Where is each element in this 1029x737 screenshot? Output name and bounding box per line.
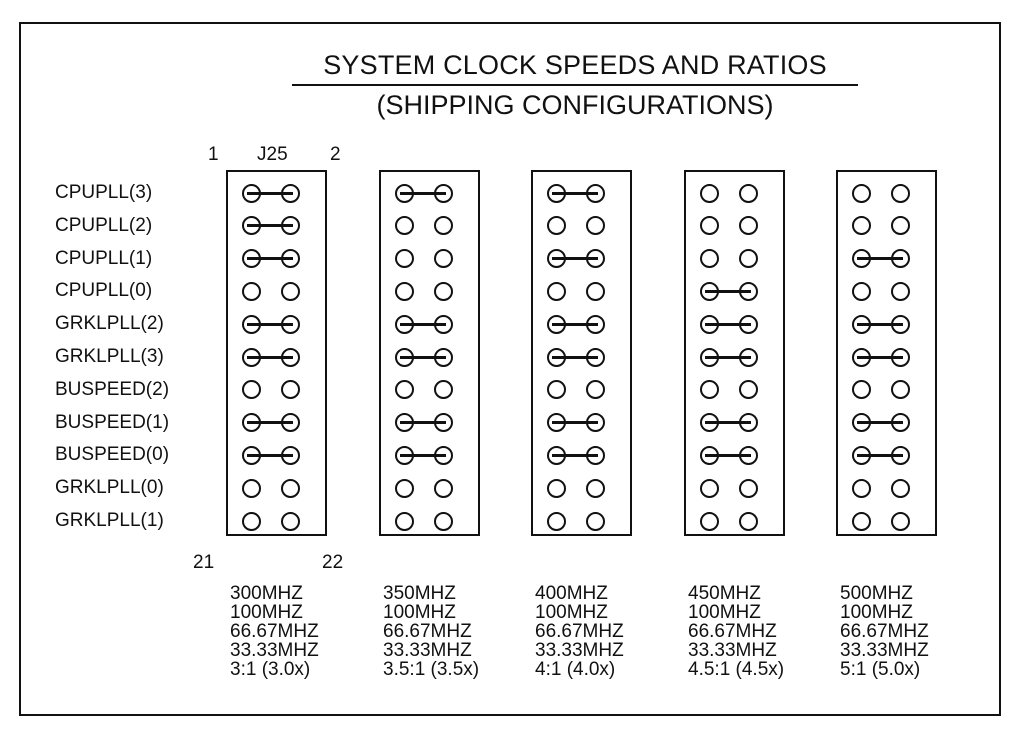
- jumper-bar: [552, 454, 598, 457]
- config-speeds: [383, 584, 479, 679]
- header-pin: [700, 249, 719, 268]
- config-speed-line: 4:1 (4.0x): [535, 659, 616, 680]
- jumper-bar: [400, 454, 446, 457]
- jumper-bar: [247, 192, 293, 195]
- jumper-bar: [247, 257, 293, 260]
- jumper-bar: [552, 257, 598, 260]
- jumper-bar: [247, 356, 293, 359]
- header-pin: [586, 282, 605, 301]
- config-speed-line: 66.67MHZ: [535, 621, 624, 642]
- config-speeds: [840, 584, 929, 679]
- title-underline: [292, 84, 858, 86]
- header-pin: [281, 282, 300, 301]
- jumper-bar: [705, 290, 751, 293]
- jumper-bar: [247, 224, 293, 227]
- config-speed-line: 500MHZ: [840, 583, 913, 604]
- header-pin: [852, 380, 871, 399]
- jumper-bar: [857, 454, 903, 457]
- config-speed-line: 66.67MHZ: [383, 621, 472, 642]
- header-pin: [281, 479, 300, 498]
- config-speed-line: 400MHZ: [535, 583, 608, 604]
- header-pin: [281, 512, 300, 531]
- header-pin: [586, 380, 605, 399]
- header-pin: [739, 216, 758, 235]
- header-pin: [242, 512, 261, 531]
- pin-2-label: 2: [330, 144, 341, 165]
- header-pin: [739, 249, 758, 268]
- row-label: CPUPLL(3): [55, 182, 153, 203]
- config-speed-line: 100MHZ: [688, 602, 761, 623]
- jumper-bar: [552, 356, 598, 359]
- jumper-bar: [857, 323, 903, 326]
- header-pin: [395, 282, 414, 301]
- header-pin: [242, 282, 261, 301]
- header-pin: [281, 380, 300, 399]
- header-pin: [586, 479, 605, 498]
- config-speed-line: 33.33MHZ: [840, 640, 929, 661]
- jumper-bar: [705, 454, 751, 457]
- config-speed-line: 300MHZ: [230, 583, 303, 604]
- header-pin: [852, 512, 871, 531]
- header-pin: [434, 512, 453, 531]
- header-pin: [852, 184, 871, 203]
- jumper-bar: [705, 323, 751, 326]
- header-pin: [395, 249, 414, 268]
- jumper-bar: [552, 323, 598, 326]
- config-speed-line: 4.5:1 (4.5x): [688, 659, 785, 680]
- config-speed-line: 66.67MHZ: [840, 621, 929, 642]
- pin-22-label: 22: [322, 552, 344, 573]
- jumper-bar: [705, 421, 751, 424]
- header-pin: [700, 380, 719, 399]
- header-pin: [891, 216, 910, 235]
- row-label: GRKLPLL(3): [55, 346, 164, 367]
- header-pin: [547, 380, 566, 399]
- header-pin: [434, 249, 453, 268]
- jumper-bar: [400, 323, 446, 326]
- header-pin: [395, 479, 414, 498]
- jumper-bar: [705, 356, 751, 359]
- jumper-bar: [400, 421, 446, 424]
- config-speed-line: 450MHZ: [688, 583, 761, 604]
- jumper-bar: [552, 421, 598, 424]
- header-pin: [739, 512, 758, 531]
- pin-1-label: 1: [208, 144, 219, 165]
- row-label: CPUPLL(1): [55, 247, 153, 269]
- header-pin: [852, 216, 871, 235]
- row-label: BUSPEED(0): [55, 444, 170, 466]
- jumper-bar: [247, 421, 293, 424]
- config-speeds: [688, 584, 784, 679]
- header-pin: [891, 380, 910, 399]
- pin-21-label: 21: [193, 552, 215, 573]
- header-pin: [739, 184, 758, 203]
- header-pin: [700, 479, 719, 498]
- config-speed-line: 33.33MHZ: [688, 640, 777, 661]
- header-pin: [891, 479, 910, 498]
- config-speed-line: 33.33MHZ: [230, 640, 319, 661]
- header-pin: [700, 216, 719, 235]
- row-label: GRKLPLL(0): [55, 477, 164, 499]
- diagram-title: SYSTEM CLOCK SPEEDS AND RATIOS: [323, 50, 827, 80]
- config-speed-line: 100MHZ: [840, 602, 913, 623]
- row-label: GRKLPLL(1): [55, 510, 164, 531]
- header-pin: [242, 479, 261, 498]
- jumper-bar: [857, 356, 903, 359]
- jumper-bar: [857, 421, 903, 424]
- header-pin: [700, 184, 719, 203]
- jumper-bar: [400, 192, 446, 195]
- header-pin: [434, 380, 453, 399]
- row-label: CPUPLL(0): [55, 280, 153, 302]
- header-pin: [739, 380, 758, 399]
- config-speed-line: 5:1 (5.0x): [840, 659, 921, 680]
- header-pin: [891, 282, 910, 301]
- config-speed-line: 3:1 (3.0x): [230, 659, 311, 680]
- header-pin: [242, 380, 261, 399]
- header-pin: [434, 216, 453, 235]
- header-pin: [395, 380, 414, 399]
- row-label: BUSPEED(2): [55, 378, 170, 400]
- config-speed-line: 100MHZ: [535, 602, 608, 623]
- row-label: CPUPLL(2): [55, 214, 153, 236]
- header-pin: [891, 184, 910, 203]
- jumper-bar: [400, 356, 446, 359]
- config-speed-line: 350MHZ: [383, 583, 456, 604]
- jumper-bar: [857, 257, 903, 260]
- config-speed-line: 66.67MHZ: [688, 621, 777, 642]
- config-speed-line: 33.33MHZ: [535, 640, 624, 661]
- config-speeds: [230, 584, 319, 679]
- header-pin: [547, 512, 566, 531]
- config-speed-line: 33.33MHZ: [383, 640, 472, 661]
- header-pin: [852, 282, 871, 301]
- config-speed-line: 3.5:1 (3.5x): [383, 659, 480, 680]
- header-pin: [852, 479, 871, 498]
- header-pin: [700, 512, 719, 531]
- header-pin: [434, 282, 453, 301]
- config-speed-line: 100MHZ: [230, 602, 303, 623]
- header-pin: [434, 479, 453, 498]
- diagram-subtitle: (SHIPPING CONFIGURATIONS): [376, 90, 774, 120]
- header-pin: [739, 479, 758, 498]
- header-pin: [547, 216, 566, 235]
- jumper-bar: [247, 323, 293, 326]
- jumper-bar: [247, 454, 293, 457]
- row-label: BUSPEED(1): [55, 411, 170, 433]
- header-pin: [586, 512, 605, 531]
- header-pin: [547, 479, 566, 498]
- header-pin: [395, 216, 414, 235]
- header-pin: [395, 512, 414, 531]
- header-pin: [586, 216, 605, 235]
- jumper-bar: [552, 192, 598, 195]
- connector-label: J25: [257, 144, 288, 165]
- config-speeds: [535, 584, 624, 679]
- row-label: GRKLPLL(2): [55, 313, 164, 335]
- config-speed-line: 66.67MHZ: [230, 621, 319, 642]
- header-pin: [547, 282, 566, 301]
- header-pin: [891, 512, 910, 531]
- config-speed-line: 100MHZ: [383, 602, 456, 623]
